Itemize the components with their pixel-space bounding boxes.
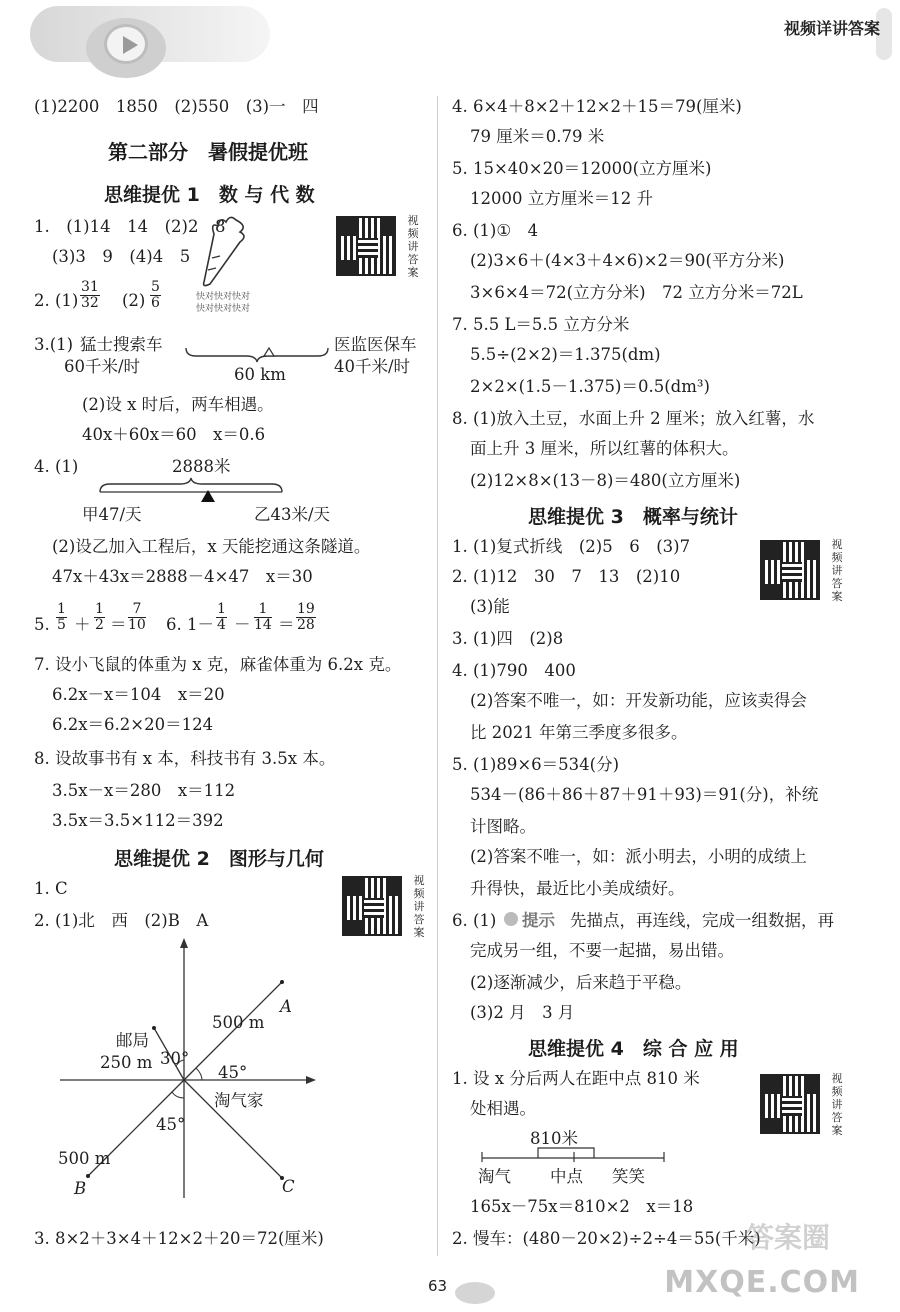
carrot-icon — [190, 212, 260, 292]
distance-label: 810米 — [530, 1129, 578, 1148]
fraction: $\frac{1}{5}$ — [57, 601, 66, 633]
fraction: $\frac{1}{14}$ — [254, 601, 272, 633]
answer-8b: 3.5x－x＝280 x＝112 — [52, 781, 236, 800]
answer-7c: 6.2x＝6.2×20＝124 — [52, 715, 214, 734]
stats-answer-4c: 比 2021 年第三季度多很多。 — [470, 723, 688, 742]
answer-r6a: 6. (1)① 4 — [452, 221, 539, 240]
watermark: 答案圈 — [745, 1221, 830, 1254]
car-2-label: 医监医保车 — [334, 335, 417, 354]
stats-answer-1: 1. (1)复式折线 (2)5 6 (3)7 — [452, 537, 691, 556]
answer-r8b: 面上升 3 厘米，所以红薯的体积大。 — [470, 439, 739, 458]
stats-answer-5c: 计图略。 — [470, 817, 536, 836]
answer-8a: 8. 设故事书有 x 本，科技书有 3.5x 本。 — [34, 749, 336, 768]
answer-3b: (2)设 x 时后，两车相遇。 — [82, 395, 274, 414]
section-title-1: 思维提优 1 数 与 代 数 — [104, 184, 315, 206]
geometry-answer-3: 3. 8×2＋3×4＋12×2＋20＝72(厘米) — [34, 1229, 324, 1248]
equals-sign: ＝ — [278, 615, 295, 634]
answer-r6b: (2)3×6＋(4×3＋4×6)×2＝90(平方分米) — [470, 251, 785, 270]
hint-icon — [504, 912, 518, 926]
plus-sign: ＋ — [74, 615, 91, 634]
answer-4-label: 4. (1) — [34, 457, 79, 476]
person-label: 淘气 — [478, 1167, 511, 1186]
stats-answer-5a: 5. (1)89×6＝534(分) — [452, 755, 620, 774]
fraction: $\frac{1}{4}$ — [217, 601, 226, 633]
person-label: 笑笑 — [612, 1167, 645, 1186]
answer-1a: 1. (1)14 14 (2)2 8 — [34, 217, 226, 236]
qr-caption: 视 频 讲 答 案 — [413, 874, 425, 939]
post-office-label: 邮局 — [116, 1031, 149, 1050]
car-1-label: 猛士搜索车 — [80, 335, 163, 354]
hint-label: 提示 — [522, 911, 555, 930]
watermark: MXQE.COM — [664, 1265, 860, 1300]
qr-caption: 视 频 讲 答 案 — [831, 1072, 843, 1137]
minus-sign: － — [234, 615, 251, 634]
watermark-note: 快对快对快对 — [196, 292, 251, 302]
meeting-diagram — [478, 1146, 668, 1166]
answer-6-label: 6. 1－ — [166, 615, 214, 634]
speed-2-label: 40千米/时 — [334, 357, 411, 376]
stats-answer-6a-label: 6. (1) — [452, 911, 497, 930]
angle-label: 45° — [218, 1063, 248, 1082]
footer-decoration — [455, 1282, 495, 1304]
answer-2-mid: (2) — [122, 291, 146, 310]
watermark-note: 快对快对快对 — [196, 304, 251, 314]
answer-r4a: 4. 6×4＋8×2＋12×2＋15＝79(厘米) — [452, 97, 742, 116]
stats-answer-5b: 534－(86＋86＋87＋91＋93)＝91(分)，补统 — [470, 785, 819, 804]
answer-r5b: 12000 立方厘米＝12 升 — [470, 189, 653, 208]
point-a-label: A — [280, 997, 292, 1016]
speed-1-label: 60千米/时 — [64, 357, 141, 376]
combo-answer-1c: 165x－75x＝810×2 x＝18 — [470, 1197, 694, 1216]
answer-8c: 3.5x＝3.5×112＝392 — [52, 811, 224, 830]
qr-code[interactable] — [342, 876, 402, 936]
answer-r7c: 2×2×(1.5－1.375)＝0.5(dm³) — [470, 377, 710, 396]
answer-r8c: (2)12×8×(13－8)＝480(立方厘米) — [470, 471, 741, 490]
total-length-label: 2888米 — [172, 457, 231, 476]
answer-5-label: 5. — [34, 615, 50, 634]
point-c-label: C — [282, 1177, 295, 1196]
part-title: 第二部分 暑假提优班 — [108, 140, 308, 164]
column-divider — [437, 96, 438, 1256]
angle-label: 30° — [160, 1049, 190, 1068]
qr-code[interactable] — [760, 540, 820, 600]
answer-r6c: 3×6×4＝72(立方分米) 72 立方分米＝72L — [470, 283, 803, 302]
combo-answer-1a: 1. 设 x 分后两人在距中点 810 米 — [452, 1069, 700, 1088]
answer-r4b: 79 厘米＝0.79 米 — [470, 127, 605, 146]
answer-4c: 47x＋43x＝2888－4×47 x＝30 — [52, 567, 313, 586]
stats-answer-5d: (2)答案不唯一，如：派小明去，小明的成绩上 — [470, 847, 807, 866]
home-label: 淘气家 — [214, 1091, 264, 1110]
stats-answer-6d: (3)2 月 3 月 — [470, 1003, 575, 1022]
angle-label: 45° — [156, 1115, 186, 1134]
answer-2-label: 2. (1) — [34, 291, 79, 310]
play-video-icon[interactable] — [104, 24, 148, 64]
stats-answer-5e: 升得快，最近比小美成绩好。 — [470, 879, 685, 898]
fraction: $\frac{31}{32}$ — [81, 279, 99, 311]
stats-answer-3: 3. (1)四 (2)8 — [452, 629, 564, 648]
section-title-4: 思维提优 4 综 合 应 用 — [528, 1038, 739, 1060]
answer-r7b: 5.5÷(2×2)＝1.375(dm) — [470, 345, 661, 364]
stats-answer-6b: 完成另一组，不要一起描，易出错。 — [470, 941, 734, 960]
stats-answer-2a: 2. (1)12 30 7 13 (2)10 — [452, 567, 681, 586]
qr-code[interactable] — [760, 1074, 820, 1134]
fraction: $\frac{5}{6}$ — [151, 279, 160, 311]
combo-answer-2: 2. 慢车：(480－20×2)÷2÷4＝55(千米) — [452, 1229, 761, 1248]
page-header — [0, 0, 900, 90]
answer-r7a: 7. 5.5 L＝5.5 立方分米 — [452, 315, 630, 334]
qr-caption: 视 频 讲 答 案 — [407, 214, 419, 279]
qr-caption: 视 频 讲 答 案 — [831, 538, 843, 603]
tunnel-diagram — [96, 476, 288, 506]
distance-label: 250 m — [100, 1053, 153, 1072]
geometry-answer-1: 1. C — [34, 879, 68, 898]
answer-line: (1)2200 1850 (2)550 (3)一 四 — [34, 97, 319, 116]
fraction: $\frac{7}{10}$ — [128, 601, 146, 633]
distance-label: 500 m — [58, 1149, 111, 1168]
team-b-label: 乙43米/天 — [254, 505, 331, 524]
answer-7b: 6.2x－x＝104 x＝20 — [52, 685, 225, 704]
midpoint-label: 中点 — [550, 1167, 583, 1186]
answer-3c: 40x＋60x＝60 x＝0.6 — [82, 425, 266, 444]
combo-answer-1b: 处相遇。 — [470, 1099, 536, 1118]
header-title: 视频详讲答案 — [783, 19, 880, 38]
fraction: $\frac{1}{2}$ — [95, 601, 104, 633]
fraction: $\frac{19}{28}$ — [297, 601, 315, 633]
answer-r5a: 5. 15×40×20＝12000(立方厘米) — [452, 159, 712, 178]
qr-code[interactable] — [336, 216, 396, 276]
point-b-label: B — [74, 1179, 87, 1198]
answer-4b: (2)设乙加入工程后，x 天能挖通这条隧道。 — [52, 537, 371, 556]
answer-7a: 7. 设小飞鼠的体重为 x 克，麻雀体重为 6.2x 克。 — [34, 655, 402, 674]
equals-sign: ＝ — [110, 615, 127, 634]
stats-answer-4b: (2)答案不唯一，如：开发新功能，应该卖得会 — [470, 691, 807, 710]
section-title-3: 思维提优 3 概率与统计 — [528, 506, 738, 528]
section-title-2: 思维提优 2 图形与几何 — [114, 848, 324, 870]
answer-3-label: 3.(1) — [34, 335, 74, 354]
stats-answer-4a: 4. (1)790 400 — [452, 661, 576, 680]
distance-label: 500 m — [212, 1013, 265, 1032]
distance-label: 60 km — [234, 365, 286, 384]
team-a-label: 甲47/天 — [82, 505, 142, 524]
page-number: 63 — [428, 1277, 448, 1295]
answer-1b: (3)3 9 (4)4 5 — [52, 247, 191, 266]
stats-answer-6a: 先描点，再连线，完成一组数据，再 — [570, 911, 834, 930]
answer-r8a: 8. (1)放入土豆，水面上升 2 厘米；放入红薯，水 — [452, 409, 815, 428]
stats-answer-6c: (2)逐渐减少，后来趋于平稳。 — [470, 973, 692, 992]
geometry-answer-2: 2. (1)北 西 (2)B A — [34, 911, 209, 930]
stats-answer-2b: (3)能 — [470, 597, 510, 616]
